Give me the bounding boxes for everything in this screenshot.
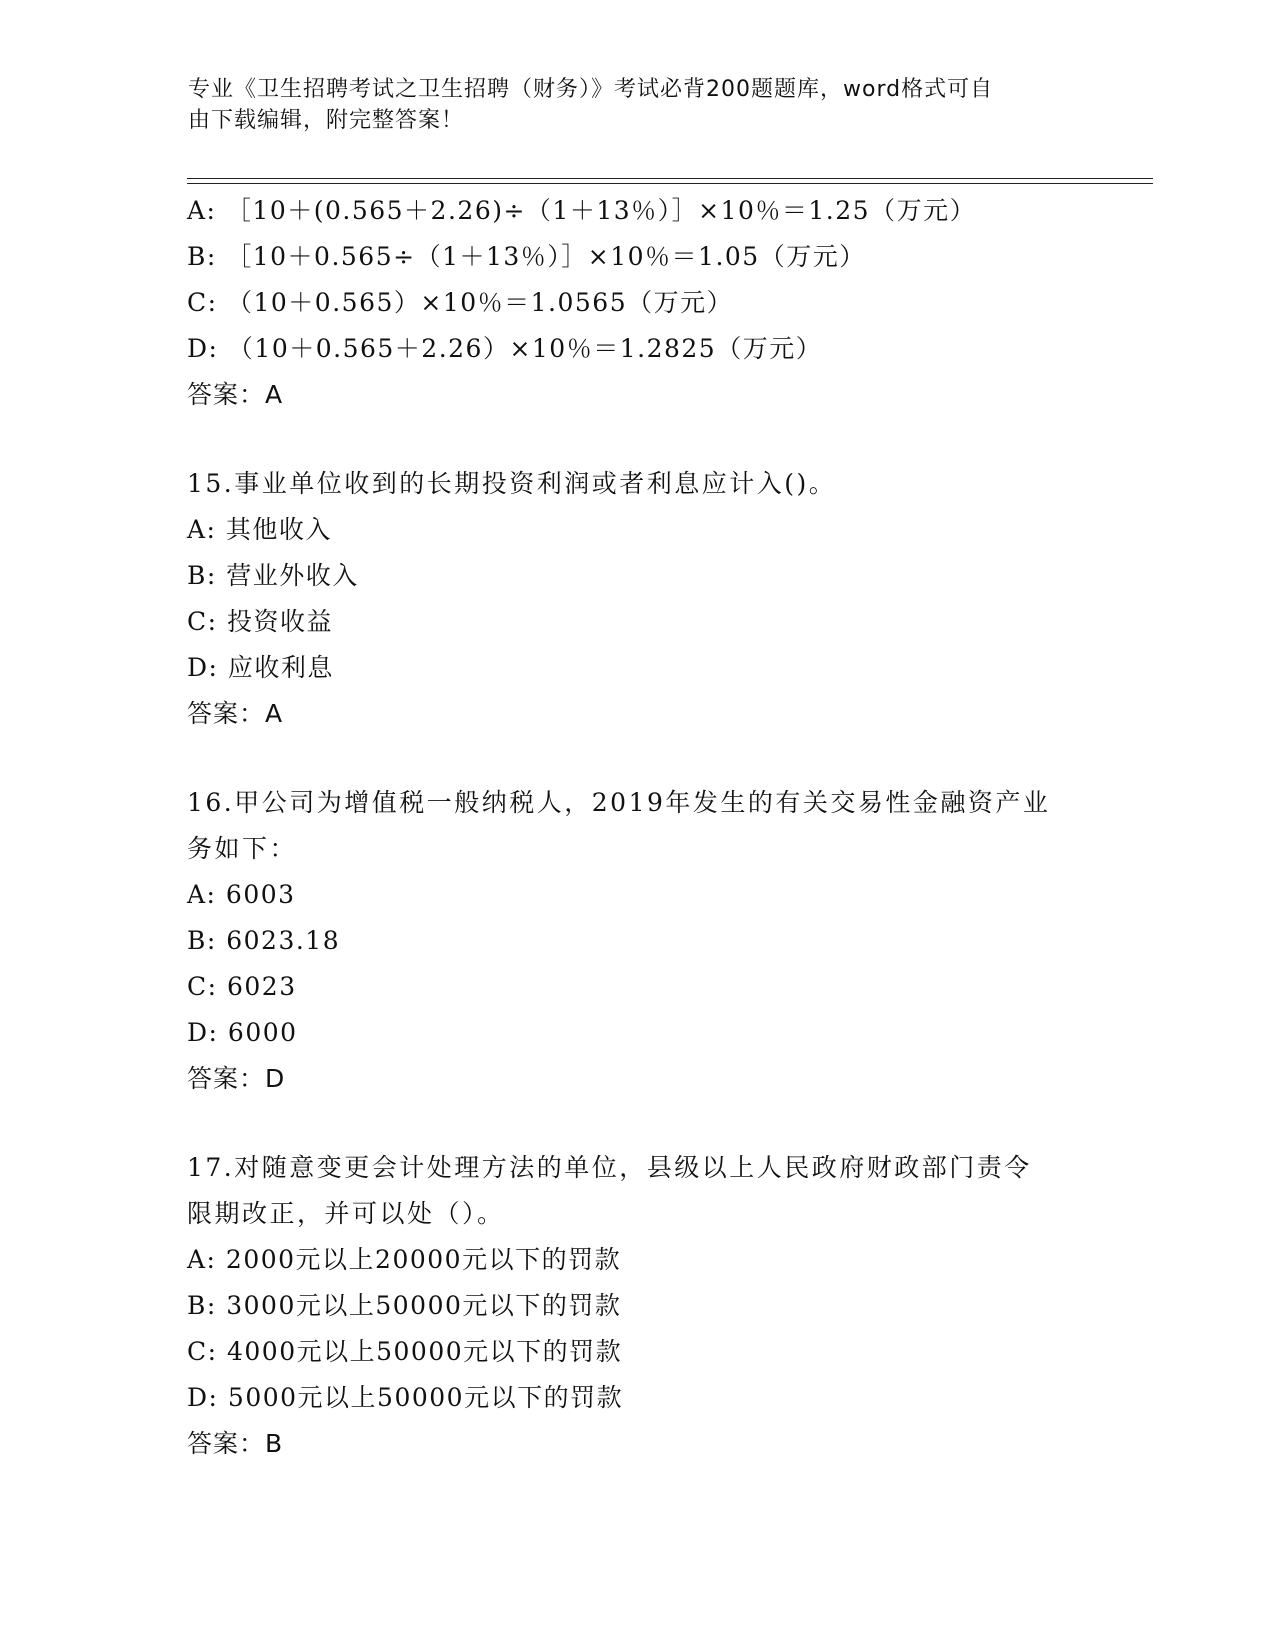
option-d: D: 5000元以上50000元以下的罚款	[187, 1383, 624, 1412]
question-list	[187, 188, 1087, 1467]
spacer	[187, 737, 1087, 780]
document-header	[188, 74, 1068, 136]
header-divider-thick	[187, 183, 1153, 184]
question-text-line-2: 务如下：	[187, 834, 298, 863]
option-b: B: 6023.18	[187, 926, 341, 955]
question-text-line-2: 限期改正，并可以处（）。	[187, 1199, 505, 1228]
question-text-line-1: 16.甲公司为增值税一般纳税人，2019年发生的有关交易性金融资产业	[187, 788, 1051, 817]
header-title-line-2: 由下载编辑，附完整答案！	[188, 108, 465, 133]
answer-label: 答案：D	[187, 1064, 286, 1093]
question-16	[187, 780, 1087, 1102]
option-b: B: 营业外收入	[187, 561, 359, 590]
option-d: D: 应收利息	[187, 653, 334, 682]
answer-label: 答案：A	[187, 699, 284, 728]
header-title-line-1: 专业《卫生招聘考试之卫生招聘（财务）》考试必背200题题库，word格式可自	[188, 77, 994, 102]
question-17	[187, 1145, 1087, 1467]
question-text: 15.事业单位收到的长期投资利润或者利息应计入()。	[187, 469, 837, 498]
option-a: A: 6003	[187, 880, 296, 909]
question-14	[187, 188, 1087, 418]
option-a: A: 其他收入	[187, 515, 332, 544]
option-d: D: 6000	[187, 1018, 298, 1047]
option-d: D: （10＋0.565＋2.26）×10％＝1.2825（万元）	[187, 334, 823, 363]
spacer	[187, 1102, 1087, 1145]
option-a: A: ［10＋(0.565＋2.26)÷（1＋13％）］×10％＝1.25（万元）	[187, 196, 977, 225]
question-text-line-1: 17.对随意变更会计处理方法的单位，县级以上人民政府财政部门责令	[187, 1153, 1032, 1182]
header-divider-thin	[187, 178, 1153, 179]
answer-label: 答案：B	[187, 1429, 284, 1458]
option-b: B: ［10＋0.565÷（1＋13％）］×10％＝1.05（万元）	[187, 242, 866, 271]
option-c: C: （10＋0.565）×10％＝1.0565（万元）	[187, 288, 734, 317]
option-a: A: 2000元以上20000元以下的罚款	[187, 1245, 622, 1274]
question-15	[187, 461, 1087, 737]
answer-label: 答案：A	[187, 380, 284, 409]
option-b: B: 3000元以上50000元以下的罚款	[187, 1291, 622, 1320]
spacer	[187, 418, 1087, 461]
option-c: C: 4000元以上50000元以下的罚款	[187, 1337, 623, 1366]
option-c: C: 投资收益	[187, 607, 333, 636]
option-c: C: 6023	[187, 972, 297, 1001]
